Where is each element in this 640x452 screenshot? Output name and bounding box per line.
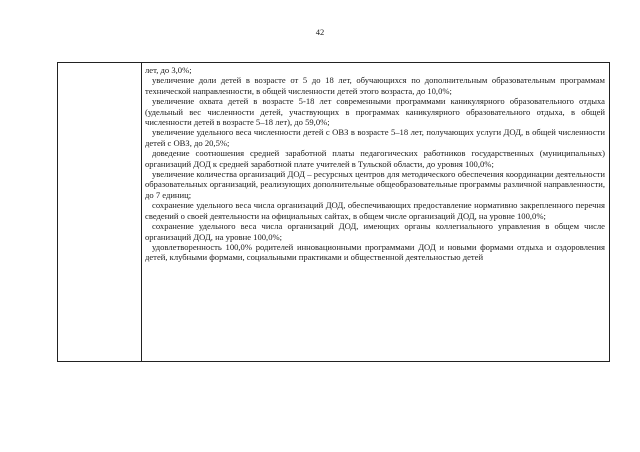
- table-paragraph: увеличение охвата детей в возрасте 5-18 лет современными программами каникулярного образовательного отдыха (удельный вес численности детей, участвующих в программах каникулярного образовательного отдыха, в общей численности детей в возрасте 5–18 лет), до 59,0%;: [145, 96, 605, 128]
- table-paragraph: сохранение удельного веса числа организаций ДОД, имеющих органы коллегиального управления в общем числе организаций ДОД, на уровне 100,0%;: [145, 221, 605, 242]
- table-paragraph: сохранение удельного веса числа организаций ДОД, обеспечивающих предоставление нормативно закрепленного перечня сведений о своей деятельности на официальных сайтах, в общем числе организаций ДОД, на уровне 100,0%;: [145, 200, 605, 221]
- table-paragraph: увеличение удельного веса численности детей с ОВЗ в возрасте 5–18 лет, получающих услуги ДОД, в общей численности детей с ОВЗ, до 20,5%;: [145, 127, 605, 148]
- table-paragraph: увеличение количества организаций ДОД – ресурсных центров для методического обеспечения координации деятельности образовательных организаций, реализующих дополнительные общеобразовательные программы различной направленности, до 7 единиц;: [145, 169, 605, 200]
- document-table: [57, 62, 610, 362]
- table-left-cell: [58, 63, 142, 361]
- table-paragraph: увеличение доли детей в возрасте от 5 до 18 лет, обучающихся по дополнительным образовательным программам технической направленности, в общей численности детей этого возраста, до 10,0%;: [145, 75, 605, 96]
- table-paragraph: лет, до 3,0%;: [145, 65, 192, 75]
- table-right-cell: [142, 63, 609, 361]
- page-number: 42: [315, 27, 325, 37]
- table-paragraph: доведение соотношения средней заработной платы педагогических работников государственных (муниципальных) организаций ДОД к средней заработной плате учителей в Тульской области, до уровня 100,0%;: [145, 148, 605, 169]
- table-paragraph: удовлетворенность 100,0% родителей инновационными программами ДОД и новыми формами отдыха и оздоровления детей, клубными формами, социальными практиками и общественной деятельностью детей: [145, 241, 605, 263]
